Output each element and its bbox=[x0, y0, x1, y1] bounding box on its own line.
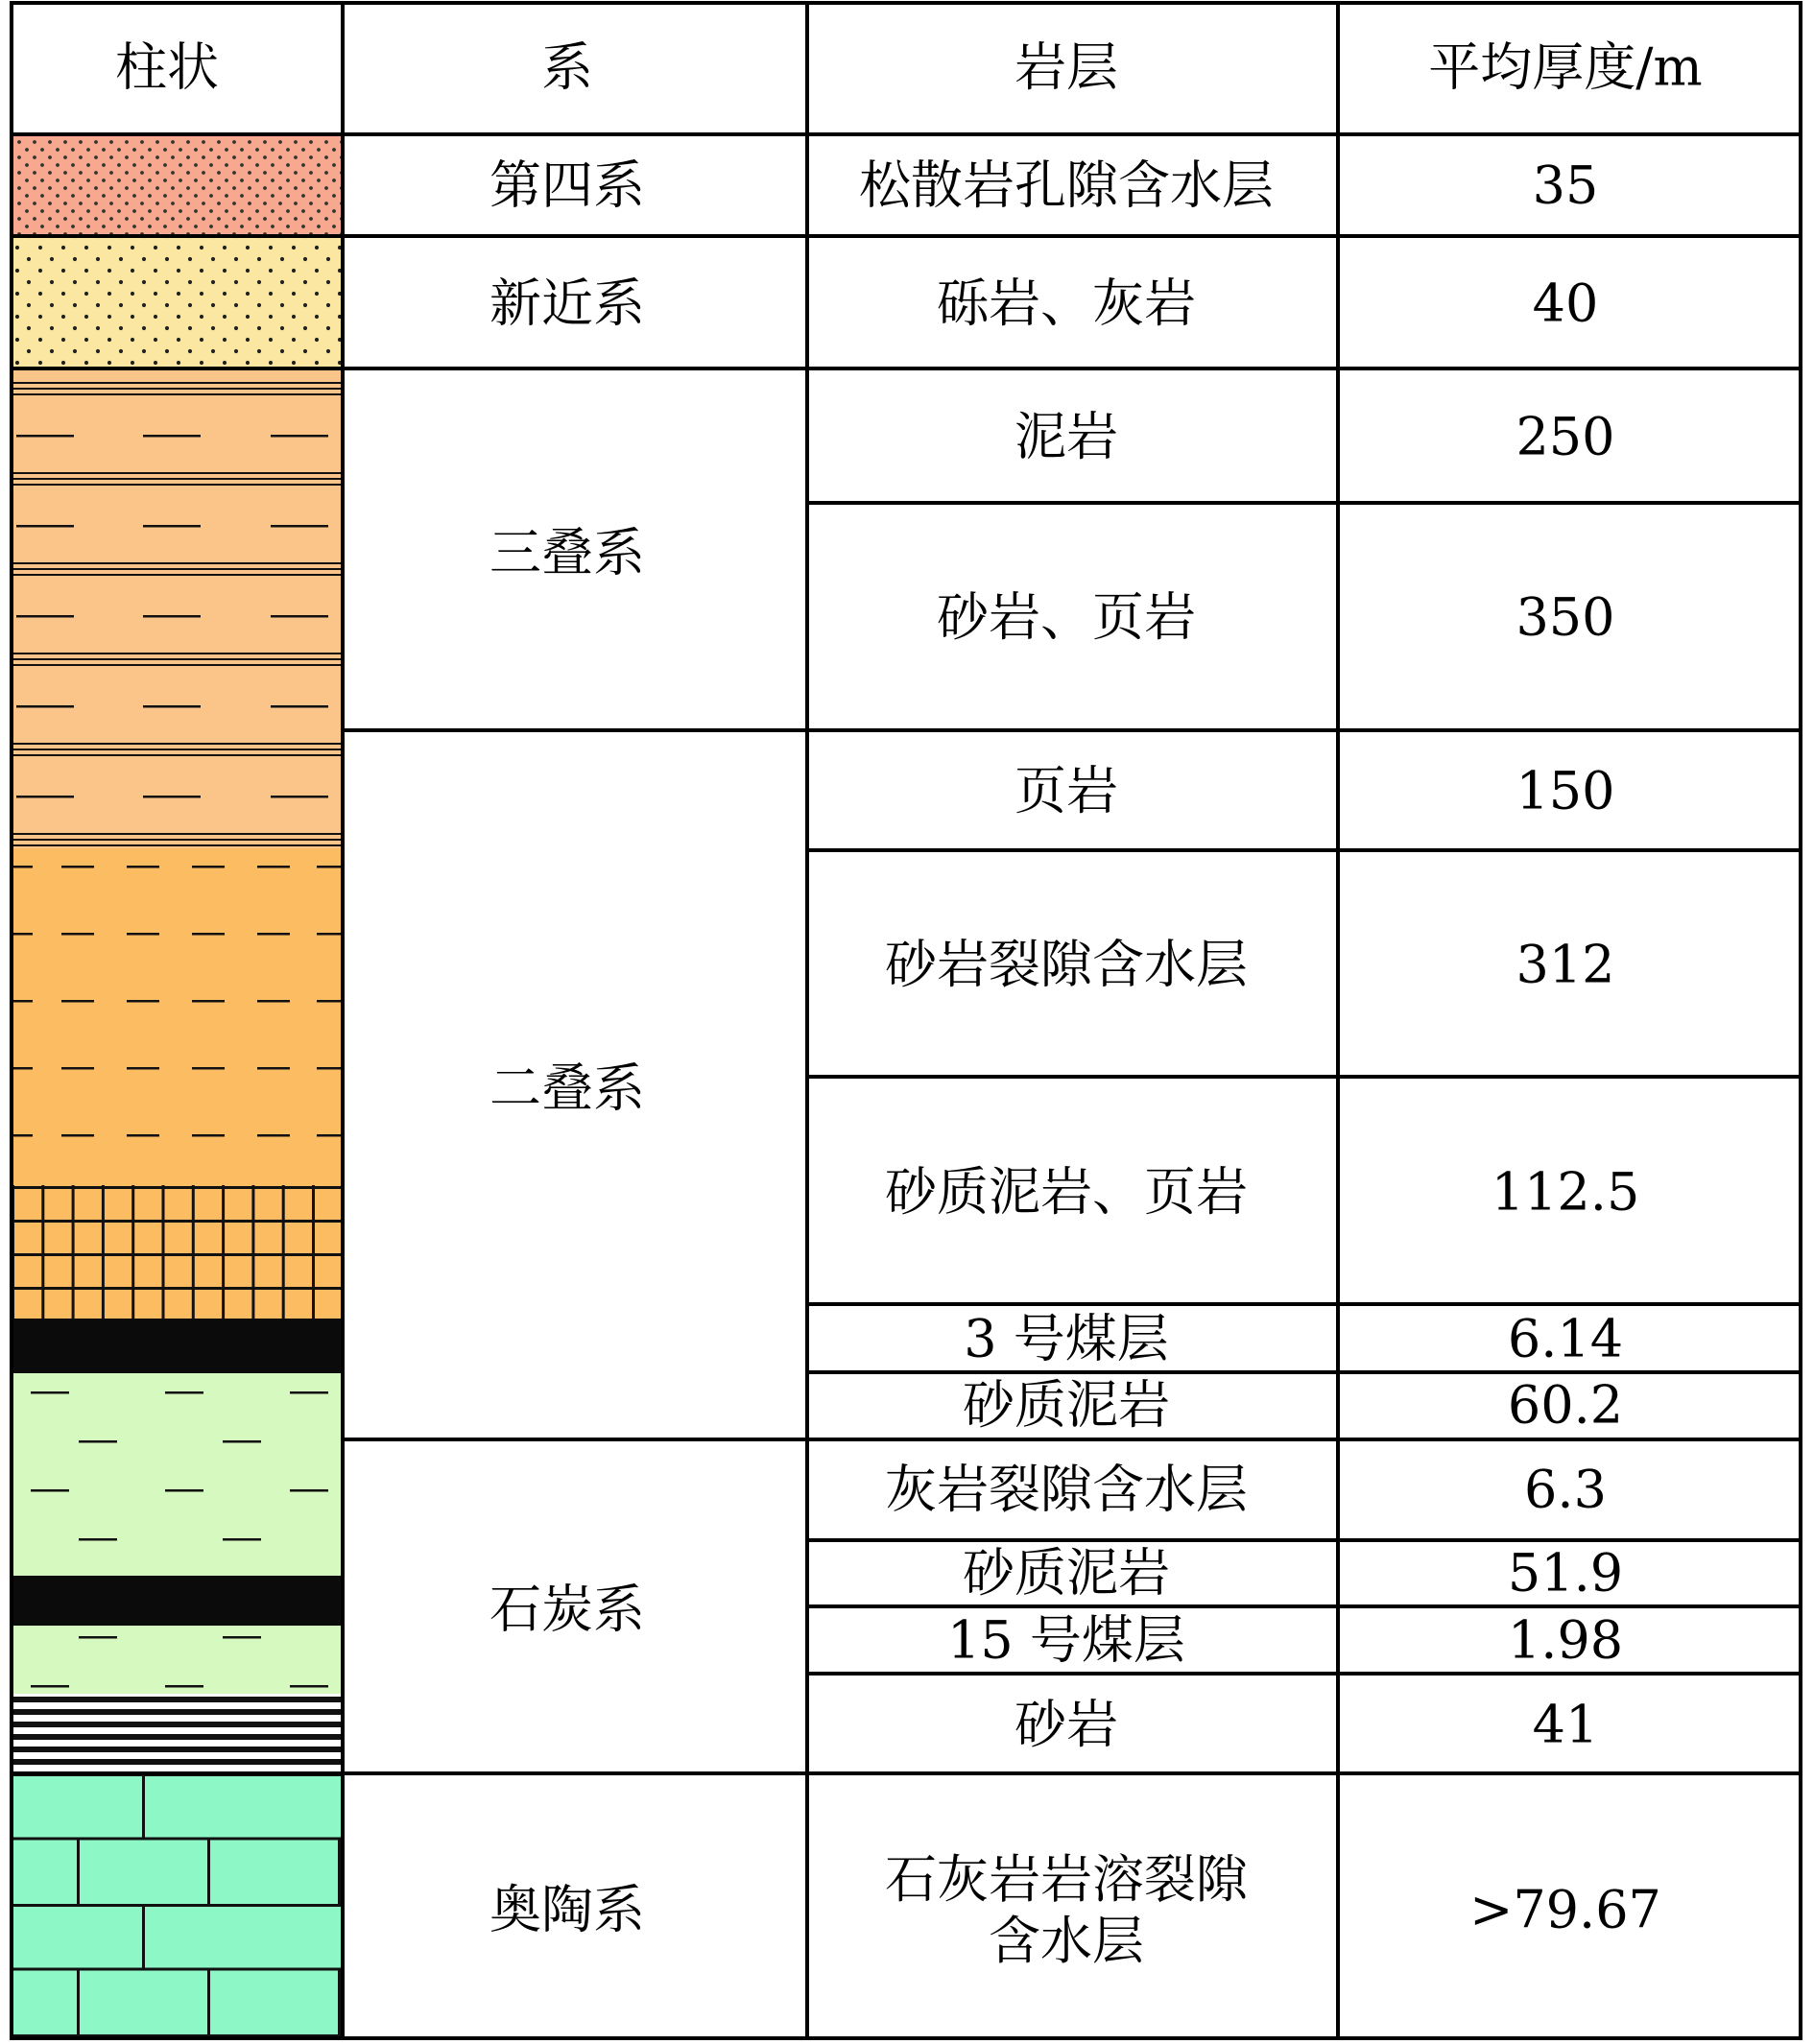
strata-name: 砂岩裂隙含水层 bbox=[885, 934, 1248, 995]
thickness-value: 250 bbox=[1516, 406, 1615, 467]
thickness-value: 150 bbox=[1516, 760, 1615, 821]
header-strata: 岩层 bbox=[1014, 36, 1118, 98]
thickness-value: 51.9 bbox=[1507, 1542, 1624, 1604]
strata-name: 砂质泥岩 bbox=[963, 1374, 1170, 1436]
header-system: 系 bbox=[541, 36, 593, 98]
thickness-value: 41 bbox=[1532, 1694, 1599, 1755]
strata-name: 3 号煤层 bbox=[964, 1308, 1169, 1369]
header-thickness: 平均厚度/m bbox=[1428, 36, 1703, 98]
thickness-value: >79.67 bbox=[1469, 1879, 1661, 1940]
lithology-coal-15 bbox=[12, 1576, 342, 1626]
system-label: 三叠系 bbox=[489, 522, 645, 583]
thickness-value: 35 bbox=[1532, 154, 1599, 216]
strata-name-line: 含水层 bbox=[989, 1910, 1144, 1971]
header-column: 柱状 bbox=[115, 36, 219, 98]
thickness-value: 6.14 bbox=[1507, 1308, 1624, 1369]
strata-name: 砂岩、页岩 bbox=[937, 586, 1196, 648]
thickness-value: 60.2 bbox=[1507, 1374, 1624, 1436]
lithology-neogene bbox=[12, 236, 342, 368]
lithology-triassic bbox=[12, 368, 342, 730]
lithology-ordovician bbox=[12, 1773, 342, 2038]
thickness-value: 6.3 bbox=[1524, 1459, 1607, 1520]
strata-name: 松散岩孔隙含水层 bbox=[859, 154, 1274, 216]
system-label: 新近系 bbox=[489, 273, 645, 334]
thickness-value: 312 bbox=[1516, 934, 1615, 995]
strata-name: 砂质泥岩、页岩 bbox=[885, 1161, 1248, 1223]
lithology-coal-3 bbox=[12, 1319, 342, 1373]
lithology-quaternary bbox=[12, 134, 342, 236]
system-label: 奥陶系 bbox=[489, 1879, 645, 1940]
strata-name: 砾岩、灰岩 bbox=[937, 273, 1196, 334]
thickness-value: 40 bbox=[1532, 273, 1599, 334]
thickness-value: 350 bbox=[1516, 586, 1615, 648]
strata-name: 泥岩 bbox=[1014, 406, 1118, 467]
strata-name-wrapped bbox=[885, 1849, 1250, 1971]
strata-name: 灰岩裂隙含水层 bbox=[885, 1459, 1248, 1520]
strata-name: 15 号煤层 bbox=[947, 1609, 1185, 1671]
strata-name: 页岩 bbox=[1014, 760, 1118, 821]
thickness-value: 1.98 bbox=[1507, 1609, 1624, 1671]
lithology-carboniferous-lower bbox=[12, 1626, 342, 1694]
lithology-stripes bbox=[12, 1694, 342, 1773]
lithology-carboniferous-upper bbox=[12, 1373, 342, 1576]
system-label: 第四系 bbox=[489, 154, 645, 216]
strata-name-line: 石灰岩岩溶裂隙 bbox=[885, 1848, 1248, 1910]
strata-name: 砂岩 bbox=[1014, 1694, 1118, 1755]
lithology-permian-upper bbox=[12, 730, 342, 848]
system-label: 二叠系 bbox=[489, 1058, 645, 1119]
lithology-permian-grid bbox=[12, 1185, 342, 1319]
thickness-value: 112.5 bbox=[1491, 1161, 1640, 1223]
strata-name: 砂质泥岩 bbox=[963, 1542, 1170, 1604]
lithology-permian-dashes bbox=[12, 848, 342, 1185]
lithology-column bbox=[12, 134, 342, 2038]
system-label: 石炭系 bbox=[489, 1579, 645, 1640]
